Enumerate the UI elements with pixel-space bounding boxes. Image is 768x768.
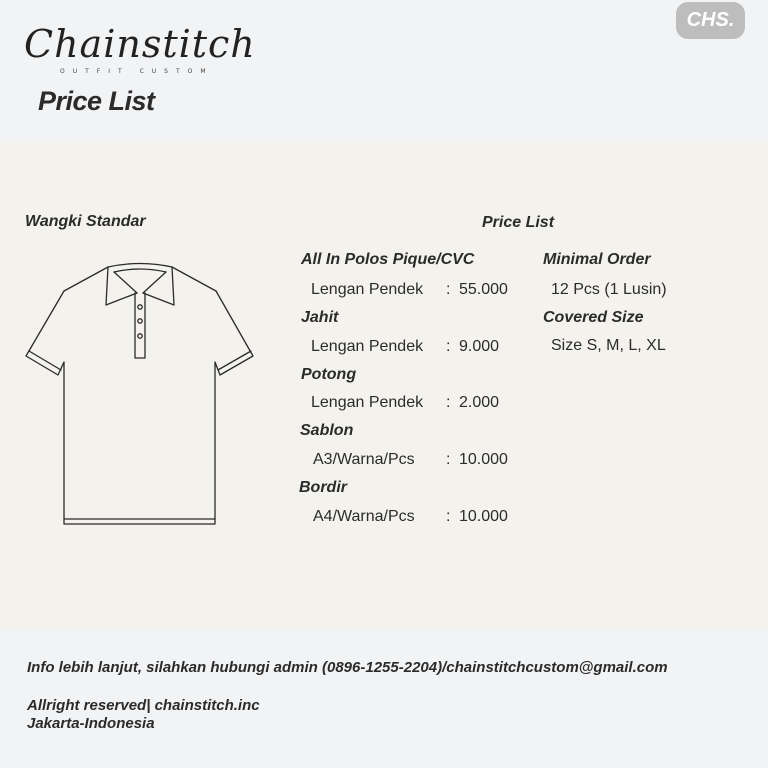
polo-shirt-icon bbox=[22, 258, 258, 538]
category-item: A3/Warna/Pcs bbox=[313, 451, 415, 468]
category-name: Bordir bbox=[299, 479, 347, 496]
category-name: Sablon bbox=[300, 422, 354, 439]
location-text: Jakarta-Indonesia bbox=[27, 715, 155, 732]
rights-text: Allright reserved| chainstitch.inc bbox=[27, 697, 260, 714]
logo-subtitle: OUTFIT CUSTOM bbox=[60, 68, 214, 75]
product-name: Wangki Standar bbox=[25, 213, 146, 230]
contact-info: Info lebih lanjut, silahkan hubungi admin (0896-1255-2204)/chainstitchcustom@gmail.com bbox=[27, 659, 668, 676]
price-separator: : bbox=[446, 451, 451, 468]
minimal-order-label: Minimal Order bbox=[543, 251, 651, 268]
covered-size-label: Covered Size bbox=[543, 309, 644, 326]
category-price: 55.000 bbox=[459, 281, 508, 298]
brand-badge: CHS. bbox=[676, 2, 745, 39]
header-section bbox=[0, 0, 768, 142]
brand-logo bbox=[24, 22, 274, 78]
category-name: Potong bbox=[301, 366, 357, 383]
covered-size-value: Size S, M, L, XL bbox=[551, 337, 666, 354]
logo-text: Chainstitch bbox=[24, 22, 256, 66]
page-title: Price List bbox=[38, 86, 155, 116]
minimal-order-value: 12 Pcs (1 Lusin) bbox=[551, 281, 667, 298]
price-list-heading: Price List bbox=[482, 214, 555, 231]
category-name: Jahit bbox=[301, 309, 339, 326]
category-price: 9.000 bbox=[459, 338, 500, 355]
price-separator: : bbox=[446, 394, 451, 411]
price-separator: : bbox=[446, 508, 451, 525]
price-separator: : bbox=[446, 281, 451, 298]
category-item: Lengan Pendek bbox=[311, 281, 424, 298]
category-price: 2.000 bbox=[459, 394, 500, 411]
price-separator: : bbox=[446, 338, 451, 355]
category-item: A4/Warna/Pcs bbox=[313, 508, 415, 525]
category-price: 10.000 bbox=[459, 508, 508, 525]
category-item: Lengan Pendek bbox=[311, 338, 424, 355]
category-price: 10.000 bbox=[459, 451, 508, 468]
category-name: All In Polos Pique/CVC bbox=[301, 251, 475, 268]
category-item: Lengan Pendek bbox=[311, 394, 424, 411]
